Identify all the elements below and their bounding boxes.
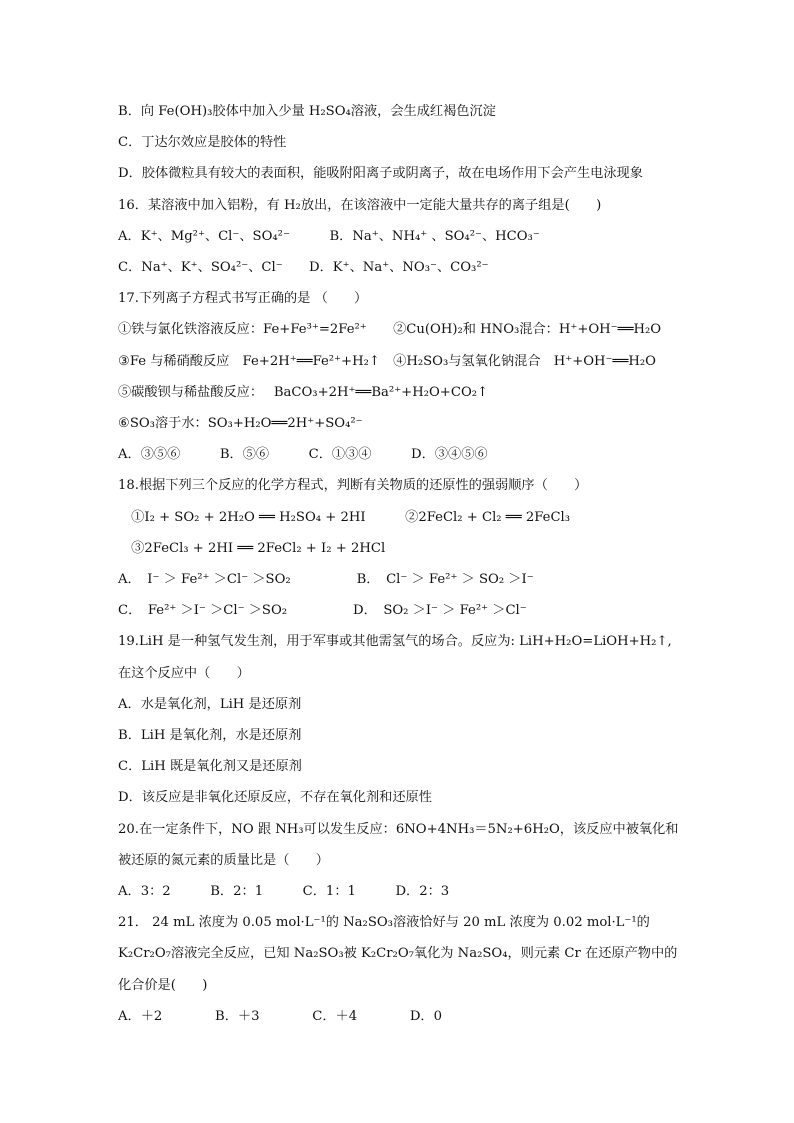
question-19: 19.LiH 是一种氢气发生剂，用于军事或其他需氢气的场合。反应为: LiH+H₂O=LiOH+H₂↑, bbox=[118, 634, 672, 649]
question-20-cont: 被还原的氮元素的质量比是（ ） bbox=[118, 853, 329, 868]
q16-options-ab: A．K⁺、Mg²⁺、Cl⁻、SO₄²⁻ B．Na⁺、NH₄⁺ 、SO₄²⁻、HCO₃⁻ bbox=[118, 229, 540, 244]
q21-options: A．＋2 B．＋3 C．＋4 D．0 bbox=[118, 1009, 442, 1024]
question-19-cont: 在这个反应中（ ） bbox=[118, 666, 250, 681]
q17-items-1-2: ①铁与氯化铁溶液反应：Fe+Fe³⁺=2Fe²⁺ ②Cu(OH)₂和 HNO₃混合：H⁺+OH⁻══H₂O bbox=[118, 322, 662, 337]
q18-options-ab: A． I⁻ ＞ Fe²⁺ ＞Cl⁻ ＞SO₂ B． Cl⁻ ＞ Fe²⁺ ＞ SO₂ ＞I⁻ bbox=[118, 572, 534, 587]
q18-options-cd: C． Fe²⁺ ＞I⁻ ＞Cl⁻ ＞SO₂ D． SO₂ ＞I⁻ ＞ Fe²⁺ ＞Cl⁻ bbox=[118, 603, 527, 618]
question-17: 17.下列离子方程式书写正确的是 （ ） bbox=[118, 291, 368, 306]
q18-reaction-3: ③2FeCl₃ + 2HI ══ 2FeCl₂ + I₂ + 2HCl bbox=[118, 541, 386, 556]
q15-option-d: D．胶体微粒具有较大的表面积，能吸附阳离子或阴离子，故在电场作用下会产生电泳现象 bbox=[118, 166, 643, 181]
question-21-cont-2: 化合价是( ) bbox=[118, 978, 208, 993]
q17-items-3-4: ③Fe 与稀硝酸反应 Fe+2H⁺══Fe²⁺+H₂↑ ④H₂SO₃与氢氧化钠混合 H⁺+OH⁻══H₂O bbox=[118, 354, 656, 369]
q15-option-b: B．向 Fe(OH)₃胶体中加入少量 H₂SO₄溶液，会生成红褐色沉淀 bbox=[118, 104, 496, 119]
q17-options: A．③⑤⑥ B．⑤⑥ C．①③④ D．③④⑤⑥ bbox=[118, 447, 488, 462]
q15-option-c: C．丁达尔效应是胶体的特性 bbox=[118, 135, 287, 150]
q19-option-d: D．该反应是非氧化还原反应，不存在氧化剂和还原性 bbox=[118, 790, 432, 805]
q20-options: A．3：2 B．2：1 C．1：1 D．2：3 bbox=[118, 884, 450, 899]
q19-option-b: B．LiH 是氧化剂，水是还原剂 bbox=[118, 728, 302, 743]
q17-item-5: ⑤碳酸钡与稀盐酸反应： BaCO₃+2H⁺══Ba²⁺+H₂O+CO₂↑ bbox=[118, 385, 489, 400]
question-18: 18.根据下列三个反应的化学方程式，判断有关物质的还原性的强弱顺序（ ） bbox=[118, 478, 588, 493]
question-21: 21． 24 mL 浓度为 0.05 mol·L⁻¹的 Na₂SO₃溶液恰好与 20 mL 浓度为 0.02 mol·L⁻¹的 bbox=[118, 915, 650, 930]
question-21-cont: K₂Cr₂O₇溶液完全反应，已知 Na₂SO₃被 K₂Cr₂O₇氧化为 Na₂SO₄，则元素 Cr 在还原产物中的 bbox=[118, 946, 678, 961]
q18-reactions-1-2: ①I₂ + SO₂ + 2H₂O ══ H₂SO₄ + 2HI ②2FeCl₂ + Cl₂ ══ 2FeCl₃ bbox=[118, 510, 571, 525]
q19-option-c: C．LiH 既是氧化剂又是还原剂 bbox=[118, 759, 302, 774]
q17-item-6: ⑥SO₃溶于水：SO₃+H₂O══2H⁺+SO₄²⁻ bbox=[118, 416, 363, 431]
question-20: 20.在一定条件下，NO 跟 NH₃可以发生反应：6NO+4NH₃＝5N₂+6H₂O，该反应中被氧化和 bbox=[118, 822, 679, 837]
q19-option-a: A．水是氧化剂，LiH 是还原剂 bbox=[118, 697, 302, 712]
question-16: 16．某溶液中加入铝粉，有 H₂放出，在该溶液中一定能大量共存的离子组是( ) bbox=[118, 198, 602, 213]
q16-options-cd: C．Na⁺、K⁺、SO₄²⁻、Cl⁻ D．K⁺、Na⁺、NO₃⁻、CO₃²⁻ bbox=[118, 260, 489, 275]
